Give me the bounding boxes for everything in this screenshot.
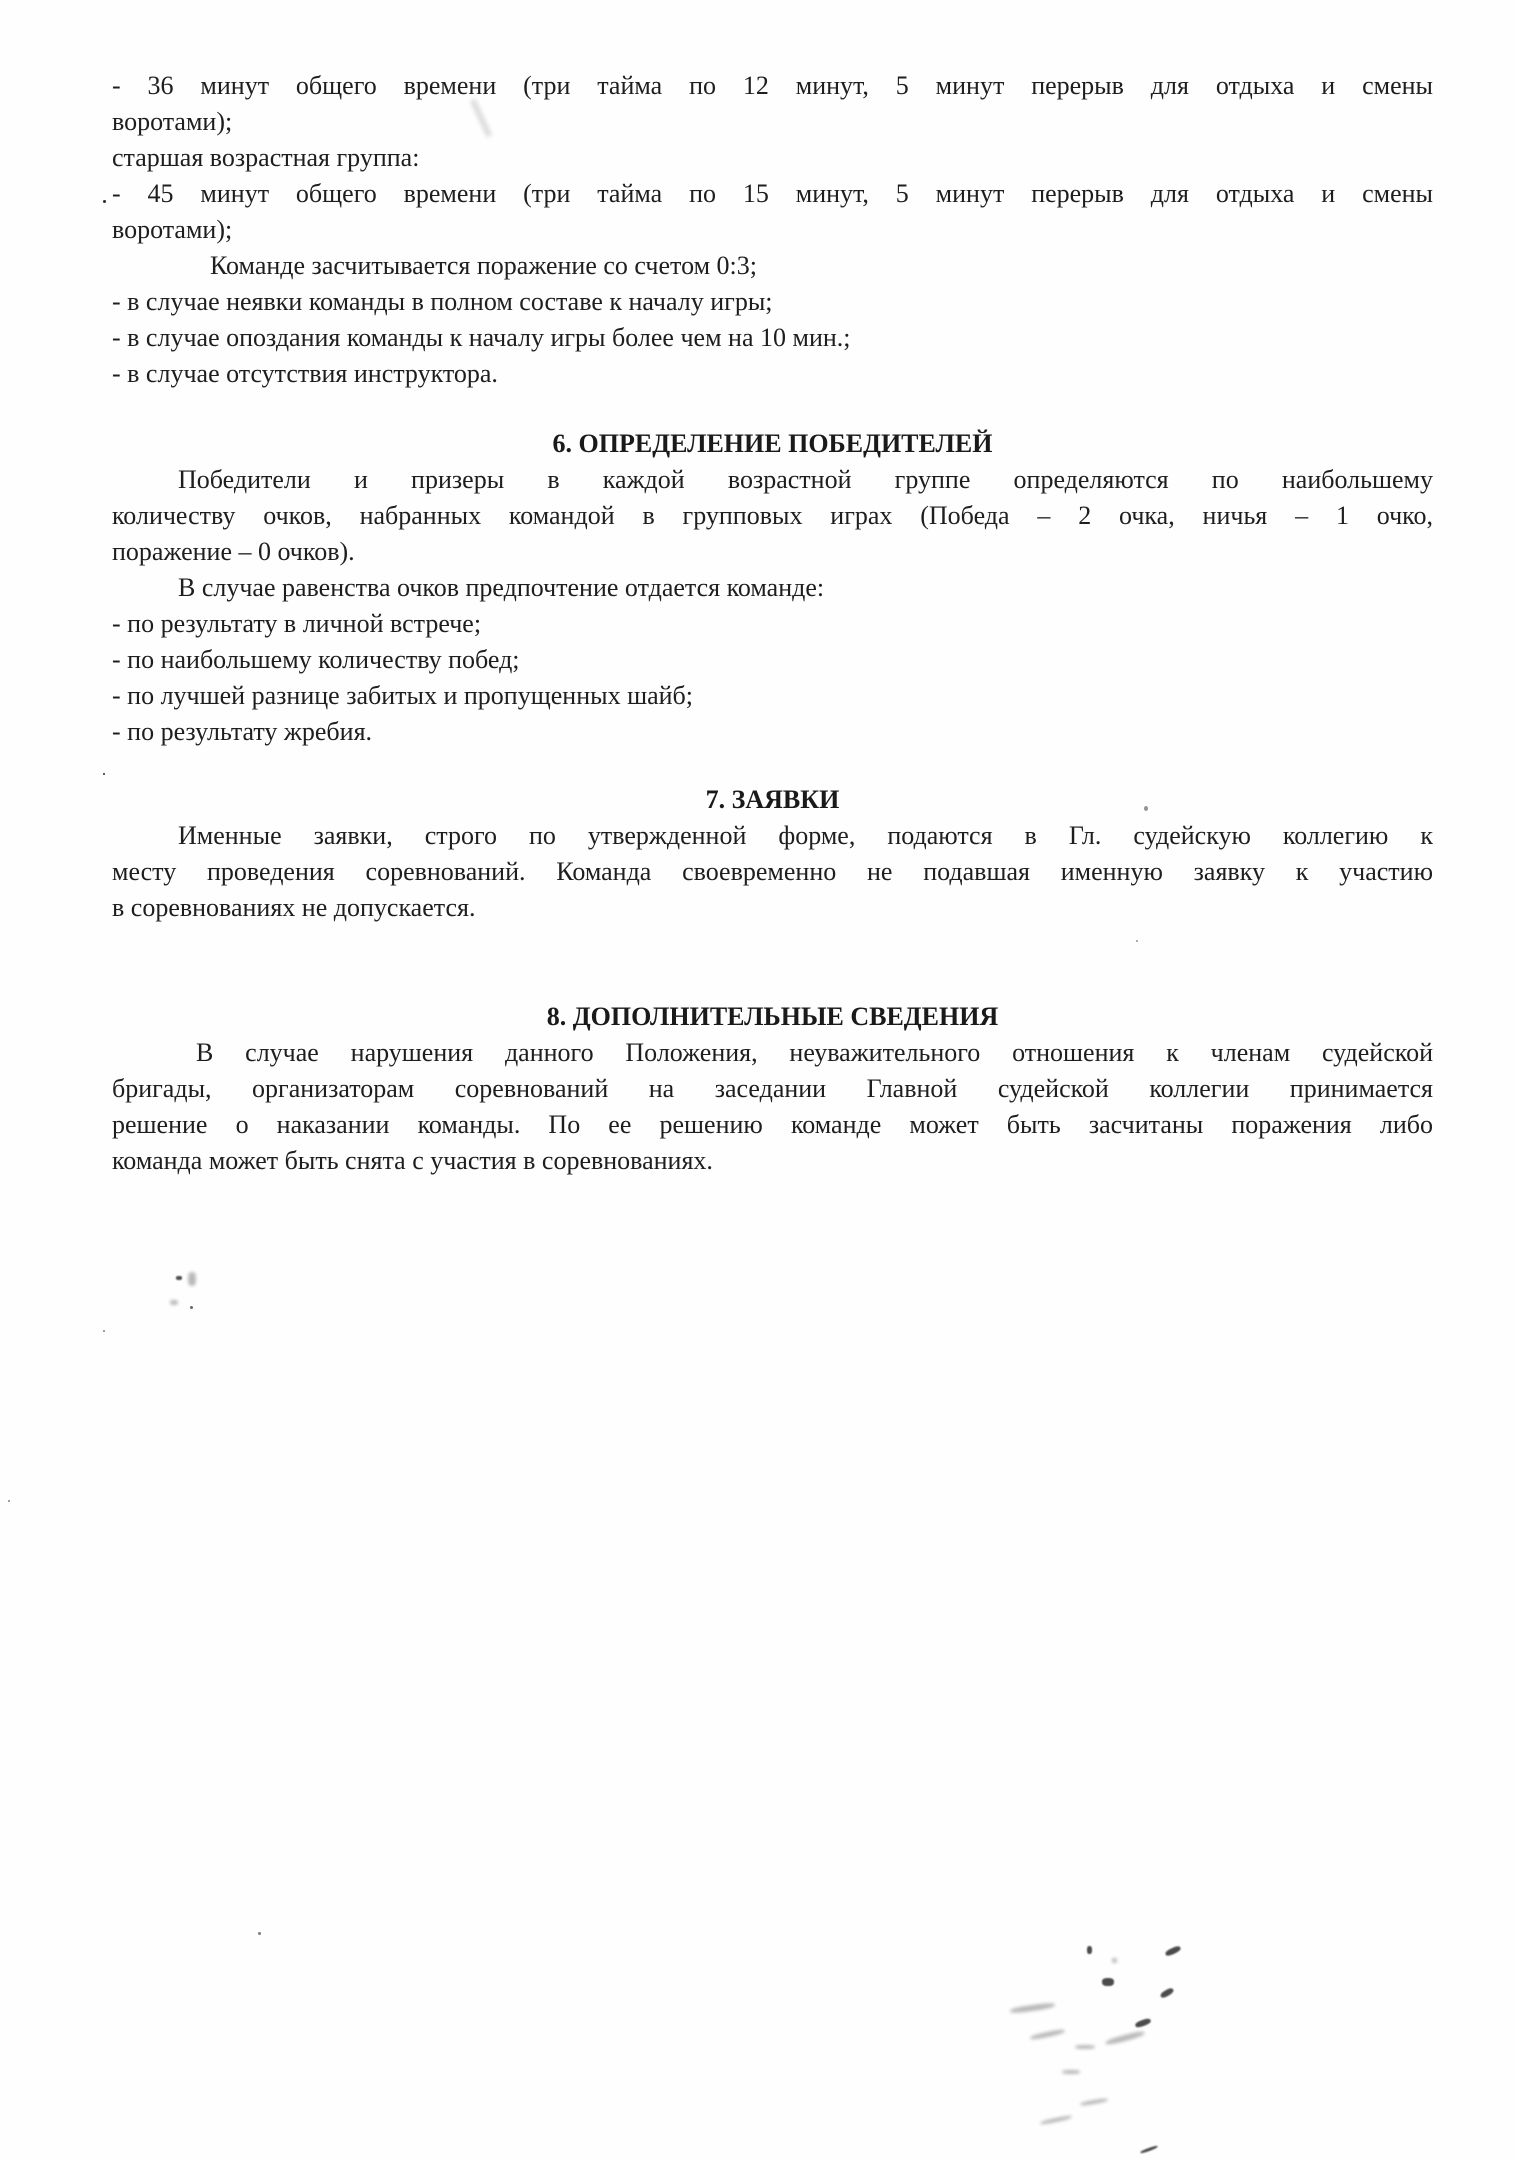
paragraph-line: решение о наказании команды. По ее решению команде может быть засчитаны поражения либо (112, 1110, 1433, 1139)
scan-smudge (1010, 2002, 1055, 2014)
scan-smudge (188, 1272, 196, 1286)
scan-speck (190, 1306, 193, 1309)
intro-line: старшая возрастная группа: (112, 143, 420, 172)
section-7-body (112, 818, 1433, 926)
intro-line: воротами); (112, 215, 233, 244)
paragraph-line: команда может быть снята с участия в соревнованиях. (112, 1146, 713, 1175)
scan-speck (103, 200, 106, 203)
scan-smudge (1080, 2098, 1108, 2107)
forfeit-intro: Команде засчитывается поражение со счетом 0:3; (210, 251, 757, 280)
scan-smudge (1075, 2045, 1095, 2049)
paragraph-line: Победители и призеры в каждой возрастной группе определяются по наибольшему (178, 465, 1433, 494)
section-8-body (112, 1035, 1433, 1179)
scan-speck (258, 1932, 261, 1935)
scan-smudge (1112, 1958, 1117, 1963)
section-8-title: 8. ДОПОЛНИТЕЛЬНЫЕ СВЕДЕНИЯ (546, 1002, 999, 1031)
tie-item: - по наибольшему количеству побед; (112, 645, 520, 674)
intro-line: воротами); (112, 107, 233, 136)
scan-smudge (176, 1276, 182, 1280)
scan-speck (103, 773, 105, 775)
forfeit-item: - в случае опоздания команды к началу игры более чем на 10 мин.; (112, 323, 851, 352)
intro-line: - 36 минут общего времени (три тайма по 12 минут, 5 минут перерыв для отдыха и смены (112, 71, 1433, 100)
scan-speck (8, 1500, 10, 1502)
paragraph-line: бригады, организаторам соревнований на заседании Главной судейской коллегии принимается (112, 1074, 1433, 1103)
paragraph-line: В случае нарушения данного Положения, неуважительного отношения к членам судейской (196, 1038, 1433, 1067)
scan-smudge (1164, 1945, 1181, 1957)
paragraph-line: в соревнованиях не допускается. (112, 893, 476, 922)
scan-smudge (1102, 1978, 1114, 1986)
section-6-title: 6. ОПРЕДЕЛЕНИЕ ПОБЕДИТЕЛЕЙ (552, 429, 993, 458)
scan-smudge (1030, 2028, 1065, 2040)
scan-smudge (1159, 1987, 1174, 1999)
intro-block (112, 68, 1433, 392)
scan-speck (103, 1330, 105, 1332)
tie-intro: В случае равенства очков предпочтение отдается команде: (178, 573, 825, 602)
section-6-body (112, 462, 1433, 750)
scan-smudge (1140, 2145, 1158, 2154)
tie-item: - по лучшей разнице забитых и пропущенных шайб; (112, 681, 694, 710)
scan-smudge (1087, 1946, 1092, 1954)
paragraph-line: поражение – 0 очков). (112, 537, 355, 566)
tie-item: - по результату в личной встрече; (112, 609, 482, 638)
scan-smudge (170, 1300, 178, 1305)
forfeit-item: - в случае неявки команды в полном составе к началу игры; (112, 287, 773, 316)
scan-smudge (1105, 2030, 1145, 2046)
paragraph-line: месту проведения соревнований. Команда своевременно не подавшая именную заявку к участию (112, 857, 1433, 886)
paragraph-line: Именные заявки, строго по утвержденной форме, подаются в Гл. судейскую коллегию к (178, 821, 1433, 850)
scan-speck (1136, 940, 1138, 942)
scan-smudge (1062, 2070, 1080, 2074)
tie-item: - по результату жребия. (112, 717, 373, 746)
forfeit-item: - в случае отсутствия инструктора. (112, 359, 498, 388)
intro-line: - 45 минут общего времени (три тайма по 15 минут, 5 минут перерыв для отдыха и смены (112, 179, 1433, 208)
section-7-title: 7. ЗАЯВКИ (705, 785, 840, 814)
paragraph-line: количеству очков, набранных командой в групповых играх (Победа – 2 очка, ничья – 1 очко, (112, 501, 1433, 530)
scan-smudge (1134, 2017, 1151, 2028)
scan-smudge (1040, 2115, 1072, 2126)
scan-speck (1144, 806, 1148, 811)
